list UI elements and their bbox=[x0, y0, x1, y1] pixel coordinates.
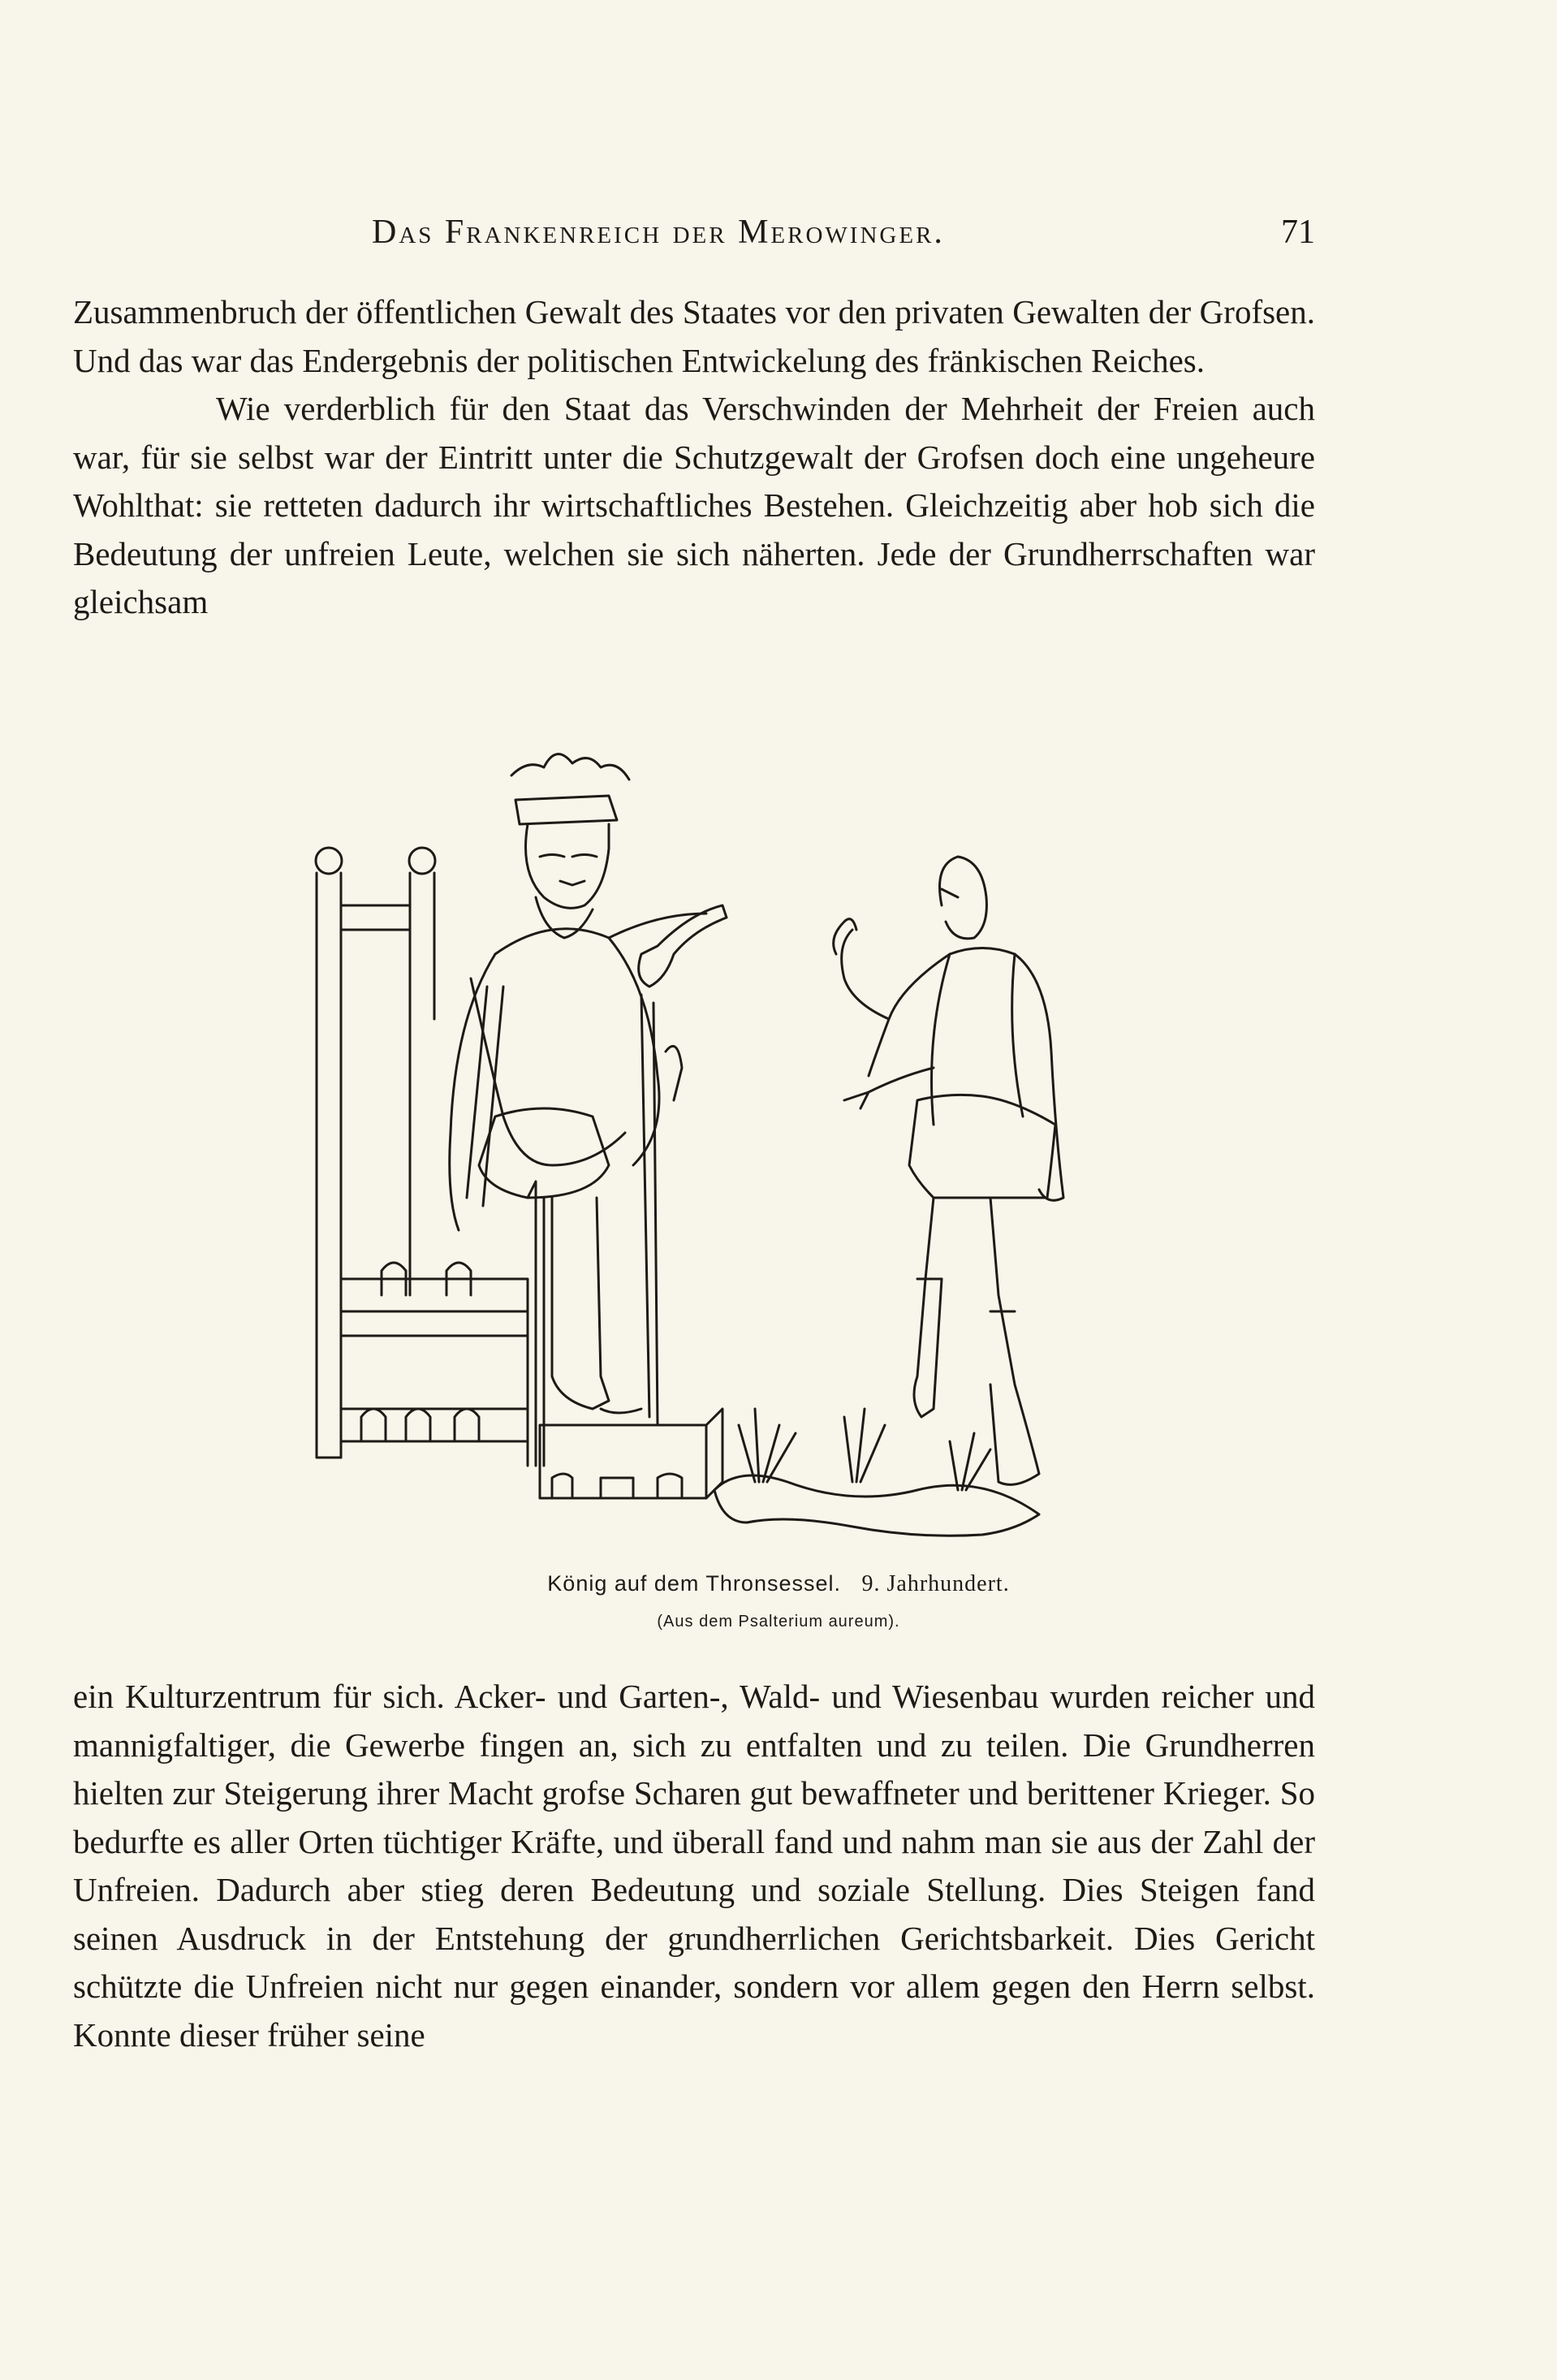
ground-and-plants bbox=[714, 1409, 1039, 1536]
caption-main bbox=[0, 1571, 1557, 1597]
king-throne-drawing bbox=[284, 711, 1104, 1547]
illustration-king-on-throne bbox=[284, 711, 1104, 1547]
text-block-top bbox=[73, 288, 1315, 627]
text-block-bottom bbox=[73, 1673, 1315, 2059]
paragraph: Wie verderblich für den Staat das Verschwinden der Mehrheit der Freien auch war, für sie selbst war der Eintritt unter die Schutzgewalt der Grofsen doch eine ungeheure Wohlthat: sie retteten dadurch ihr wirtschaftliches Bestehen. Gleichzeitig aber hob sich die Bedeutung der unfreien Leute, welchen sie sich näherten. Jede der Grundherrschaften war gleichsam bbox=[73, 390, 1315, 620]
paragraph: Zusammenbruch der öffentlichen Gewalt des Staates vor den privaten Gewalten der Grofsen. Und das war das Endergebnis der politischen Entwickelung des fränkischen Reiches. bbox=[73, 293, 1315, 379]
caption-title: König auf dem Thronsessel. bbox=[547, 1571, 841, 1596]
paragraph: ein Kulturzentrum für sich. Acker- und Garten-, Wald- und Wiesenbau wurden reicher und mannigfaltiger, die Gewerbe fingen an, sich zu entfalten und zu teilen. Die Grundherren hielten zur Steigerung ihrer Macht grofse Scharen gut bewaffneter und berittener Krieger. So bedurfte es aller Orten tüchtiger Kräfte, und überall fand und nahm man sie aus der Zahl der Unfreien. Dadurch aber stieg deren Bedeutung und soziale Stellung. Dies Steigen fand seinen Ausdruck in der Entstehung der grundherrlichen Gerichtsbarkeit. Dies Gericht schützte die Unfreien nicht nur gegen einander, sondern vor allem gegen den Herrn selbst. Konnte dieser früher seine bbox=[73, 1678, 1315, 2054]
footstool-shape bbox=[540, 1409, 722, 1498]
caption-century: 9. Jahrhundert. bbox=[861, 1571, 1010, 1596]
running-header bbox=[73, 213, 1315, 261]
page-number: 71 bbox=[1281, 214, 1315, 251]
throne-shape bbox=[316, 848, 544, 1466]
servant-figure bbox=[834, 857, 1063, 1484]
running-title: Das Frankenreich der Merowinger. bbox=[372, 214, 945, 251]
caption-source: (Aus dem Psalterium aureum). bbox=[657, 1613, 900, 1631]
king-figure bbox=[450, 754, 727, 1425]
